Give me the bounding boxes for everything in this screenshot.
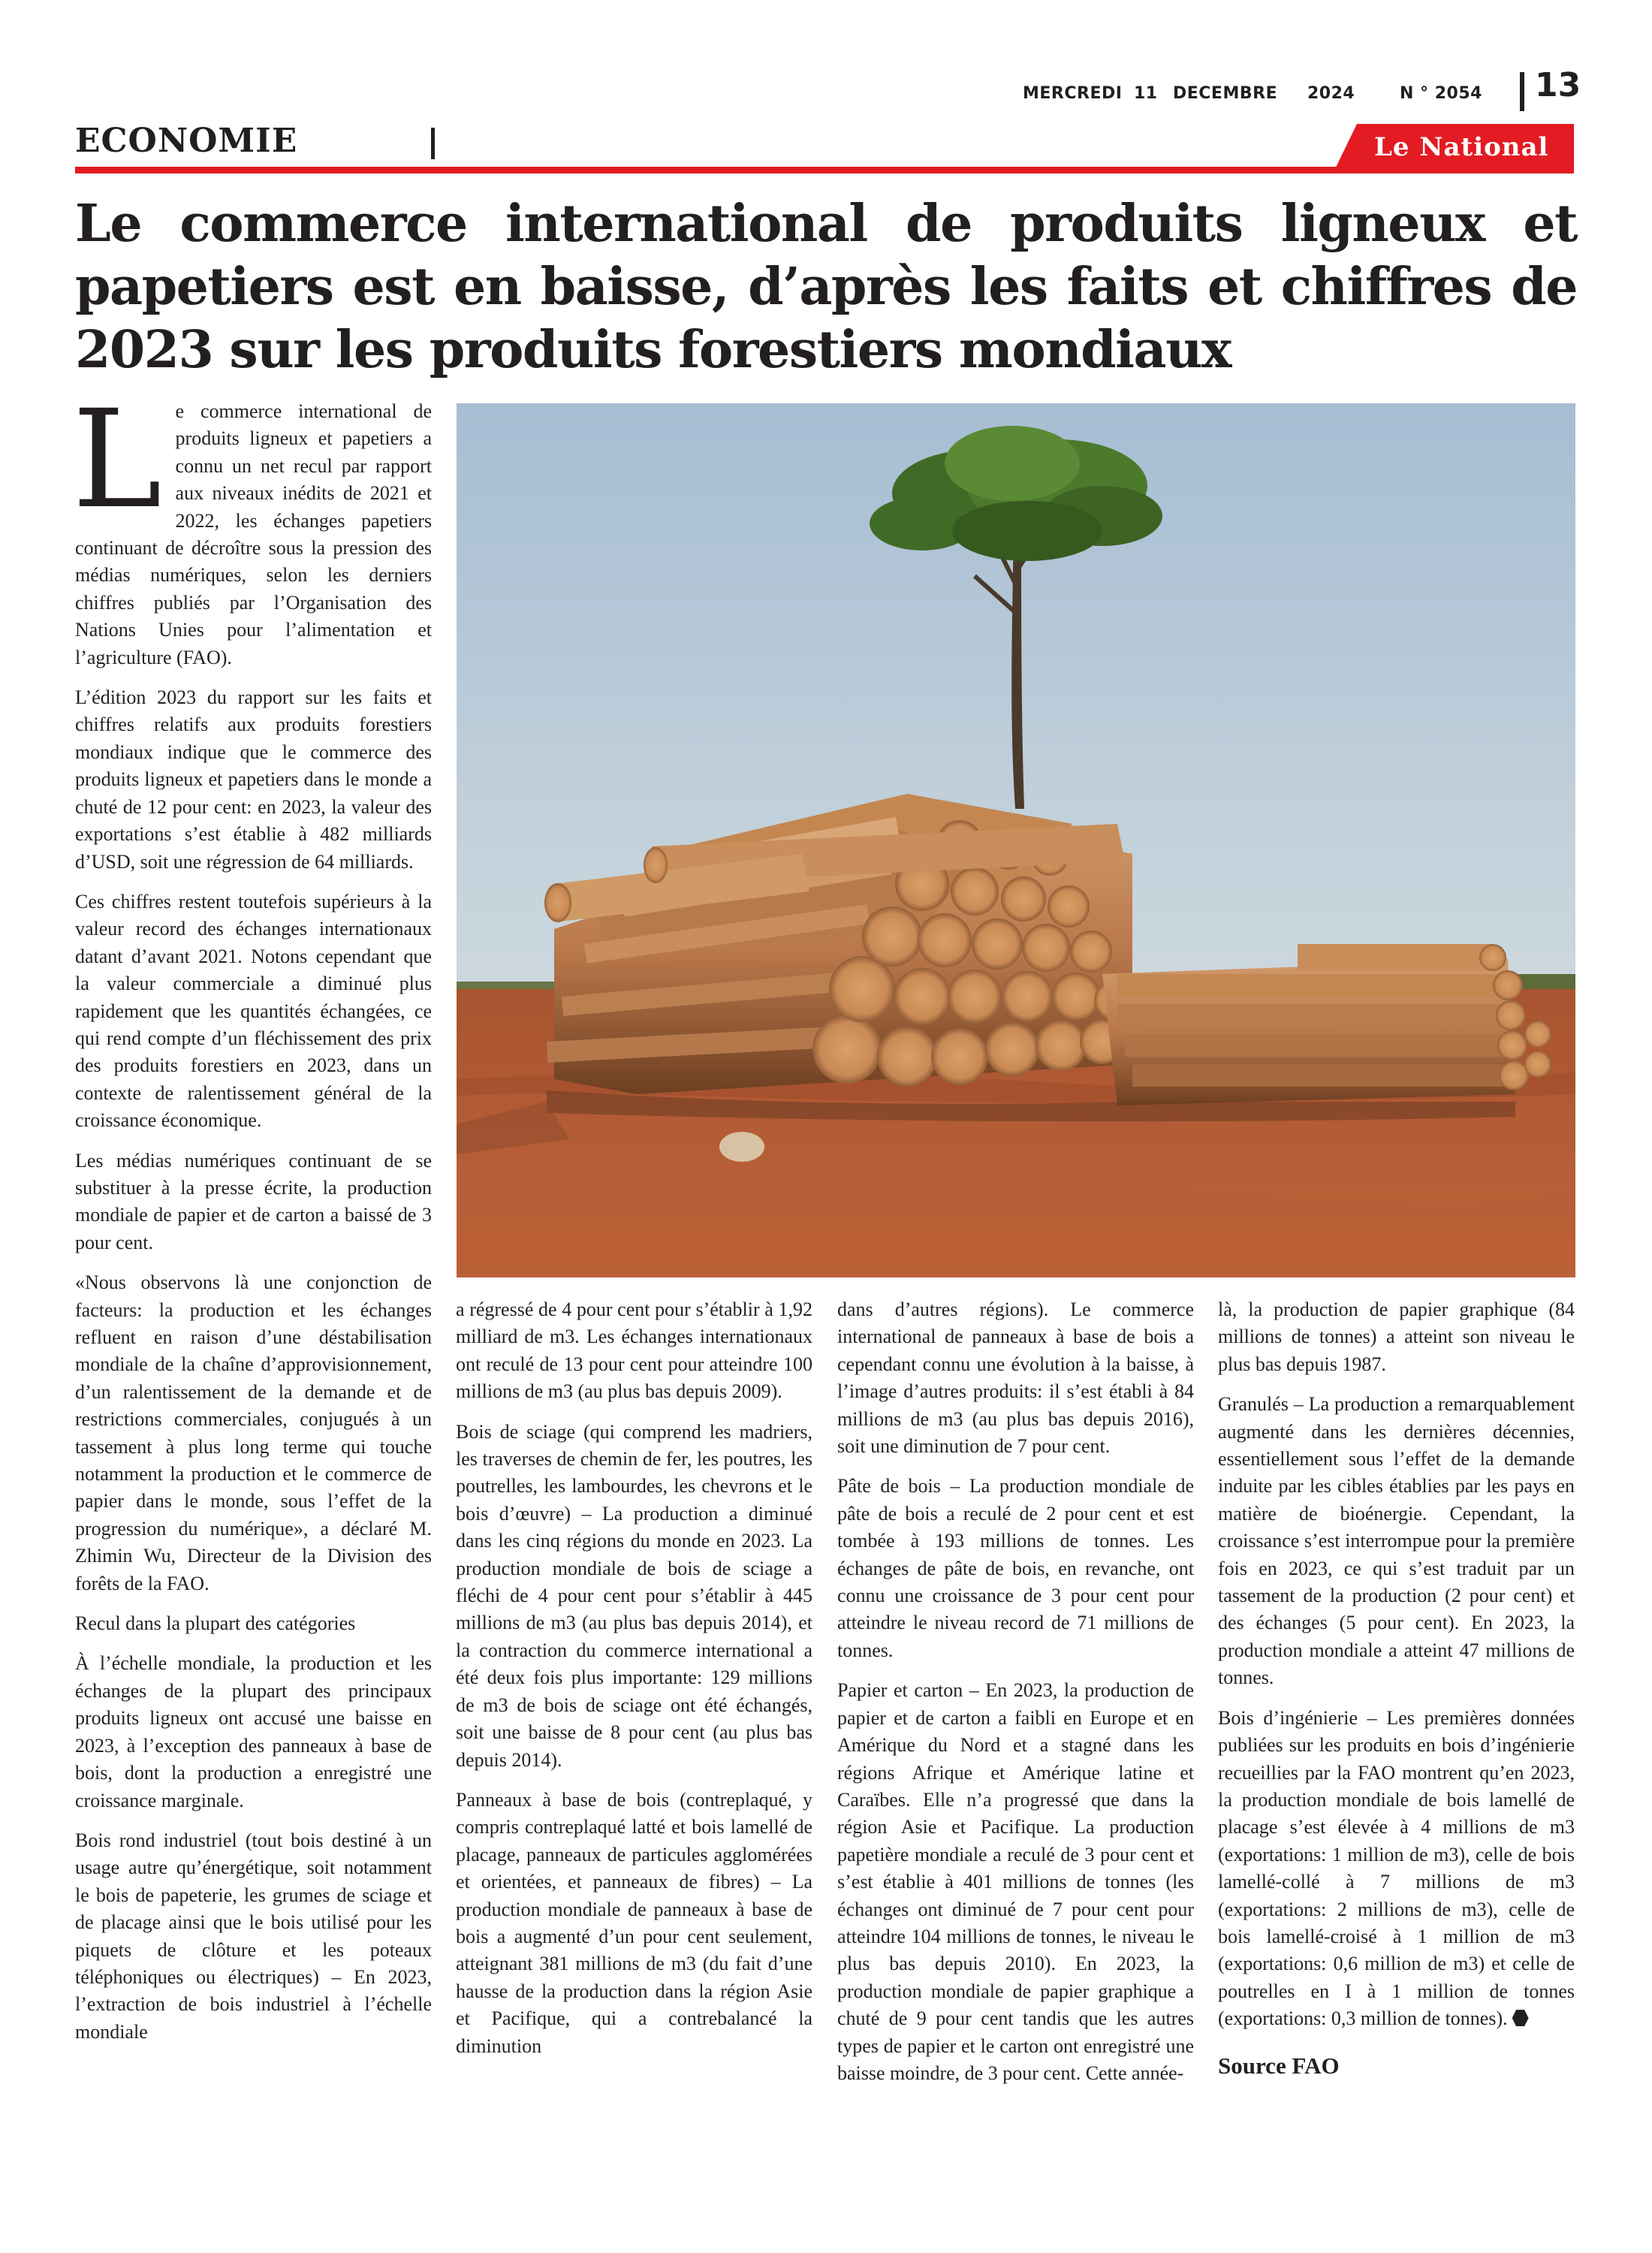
article-column-2 [456, 1296, 812, 2220]
drop-cap: L [72, 382, 162, 538]
tree-and-log-pile-photo [457, 403, 1575, 1277]
paragraph: a régressé de 4 pour cent pour s’établir à 1,92 milliard de m3. Les échanges internationaux ont reculé de 13 pour cent pour atteindre 100 millions de m3 (au plus bas depuis 2009). [456, 1298, 812, 1403]
paragraph: dans d’autres régions). Le commerce international de panneaux à base de bois a cependant connu une évolution à la baisse, à l’image d’autres produits: il s’est établi à 84 millions de m3 (au plus bas depuis 2016), soit une diminution de 7 pour cent. [837, 1298, 1194, 1458]
paragraph: Ces chiffres restent toutefois supérieurs à la valeur record des échanges internationaux datant d’avant 2021. Notons cependant que la valeur commerciale a diminué plus rapidement que les quantités échangées, ce qui rend compte d’un fléchissement des prix des produits forestiers en 2023, dans un contexte de ralentissement général de la croissance économique. [75, 890, 432, 1132]
subheading: Recul dans la plupart des catégories [75, 1612, 356, 1635]
date-year: 2024 [1307, 84, 1355, 103]
paragraph: là, la production de papier graphique (84 millions de tonnes) a atteint son niveau le plus bas depuis 1987. [1218, 1298, 1575, 1375]
page-number: 13 [1535, 66, 1581, 104]
paragraph: Les médias numériques continuant de se substituer à la presse écrite, la production mondiale de papier et de carton a baissé de 3 pour cent. [75, 1149, 432, 1253]
paragraph: «Nous observons là une conjonction de facteurs: la production et les échanges refluent en raison d’une déstabilisation mondiale de la chaîne d’approvisionnement, d’un ralentissement de la demande et de restrictions commerciales, conjugués à un tassement à plus long terme qui touche notamment la production et le commerce de papier dans le monde, sous l’effet de la progression du numérique», a déclaré M. Zhimin Wu, Directeur de la Division des forêts de la FAO. [75, 1271, 432, 1594]
date-number: 11 [1134, 84, 1158, 103]
paragraph: Bois de sciage (qui comprend les madriers, les traverses de chemin de fer, les poutres, les poutrelles, les lambourdes, les chevrons et le bois d’œuvre) – La production a diminué dans les cinq régions du monde en 2023. La production mondiale de bois de sciage a fléchi de 4 pour cent pour s’établir à 445 millions de m3 (au plus bas depuis 2014), et la contraction du commerce international a été deux fois plus importante: 129 millions de m3 de bois de sciage ont été échangés, soit une baisse de 8 pour cent (au plus bas depuis 2014). [456, 1420, 812, 1771]
issue-number: N ° 2054 [1400, 84, 1482, 103]
paragraph-text: e commerce international de produits ligneux et papetiers a connu un net recul par rapport aux niveaux inédits de 2021 et 2022, les échanges papetiers continuant de décroître sous la pression des médias numériques, selon les derniers chiffres publiés par l’Organisation des Nations Unies pour l’alimentation et l’agriculture (FAO). [75, 400, 432, 668]
end-of-article-icon [1512, 2010, 1529, 2026]
date-day: MERCREDI [1023, 84, 1123, 103]
article-photo [457, 403, 1575, 1277]
paragraph: Pâte de bois – La production mondiale de pâte de bois a reculé de 2 pour cent et est tombée à 193 millions de tonnes. Les échanges de pâte de bois, en revanche, ont connu une croissance de 3 pour cent pour atteindre le niveau record de 71 millions de tonnes. [837, 1475, 1194, 1661]
paragraph: Bois rond industriel (tout bois destiné à un usage autre qu’énergétique, soit notamment le bois de papeterie, les grumes de sciage et de placage ainsi que le bois utilisé pour les piquets de clôture et les poteaux téléphoniques ou électriques) – En 2023, l’extraction de bois industriel à l’échelle mondiale [75, 1829, 432, 2043]
article-column-4 [1218, 1296, 1575, 2220]
headline: Le commerce international de produits ligneux et papetiers est en baisse, d’après les faits et chiffres de 2023 sur les produits forestiers mondiaux [75, 194, 1577, 380]
paragraph [1218, 1705, 1575, 2033]
section-title: ECONOMIE [75, 122, 298, 160]
article-column-3 [837, 1296, 1194, 2220]
paragraph: Panneaux à base de bois (contreplaqué, y compris contreplaqué latté et bois lamellé de placage, panneaux de particules agglomérées et orientées, et panneaux de fibres) – La production mondiale de panneaux à base de bois a augmenté d’un pour cent seulement, atteignant 381 millions de m3 (du fait d’une hausse de la production dans la région Asie et Pacifique, qui a contrebalancé la diminution [456, 1788, 812, 2057]
paragraph [72, 382, 432, 671]
article-column-1 [72, 382, 432, 2215]
article-source: Source FAO [1218, 2052, 1340, 2079]
date-month: DECEMBRE [1173, 84, 1278, 103]
paragraph: Papier et carton – En 2023, la production de papier et de carton a faibli en Europe et en Amérique du Nord et a stagné dans les régions Afrique et Amérique latine et Caraïbes. Elle n’a progressé que dans la région Asie et Pacifique. La production papetière mondiale a reculé de 3 pour cent et s’est établie à 401 millions de tonnes (les échanges ont diminué de 7 pour cent pour atteindre 104 millions de tonnes, le niveau le plus bas depuis 2010). En 2023, la production mondiale de papier graphique a chuté de 9 pour cent tandis que les autres types de papier et le carton ont enregistré une baisse moindre, de 3 pour cent. Cette année- [837, 1679, 1194, 2084]
paragraph-text: Bois d’ingénierie – Les premières données publiées sur les produits en bois d’ingénierie recueillies par la FAO montrent qu’en 2023, la production mondiale de bois lamellé de placage s’est élevée à 4 millions de m3 (exportations: 1 million de m3), celle de bois lamellé-collé à 7 millions de m3 (exportations: 2 millions de m3), celle de bois lamellé-croisé à 1 million de m3 (exportations: 0,6 million de m3) et celle de poutrelles en I à 1 million de tonnes (exportations: 0,3 million de tonnes). [1218, 1706, 1575, 2030]
paragraph: Granulés – La production a remarquablement augmenté dans les dernières décennies, essentiellement sous l’effet de la demande induite par les cibles établies par les pays en matière de bioénergie. Cependant, la croissance s’est interrompue pour la première fois en 2023, ce qui s’est traduit par un tassement de la production (2 pour cent) et des échanges (5 pour cent). En 2023, la production mondiale a atteint 47 millions de tonnes. [1218, 1393, 1575, 1689]
page-number-divider [1520, 72, 1524, 111]
paragraph: À l’échelle mondiale, la production et les échanges de la plupart des principaux produits ligneux ont accusé une baisse en 2023, à l’exception des panneaux à base de bois, dont la production a enregistré une croissance marginale. [75, 1652, 432, 1811]
brand-name: Le National [1374, 132, 1549, 162]
paragraph: L’édition 2023 du rapport sur les faits et chiffres relatifs aux produits forestiers mondiaux indique que le commerce des produits ligneux et papetiers dans le monde a chuté de 12 pour cent: en 2023, la valeur des exportations s’est établie à 482 milliards d’USD, soit une régression de 64 milliards. [75, 686, 432, 873]
section-divider [431, 128, 435, 159]
